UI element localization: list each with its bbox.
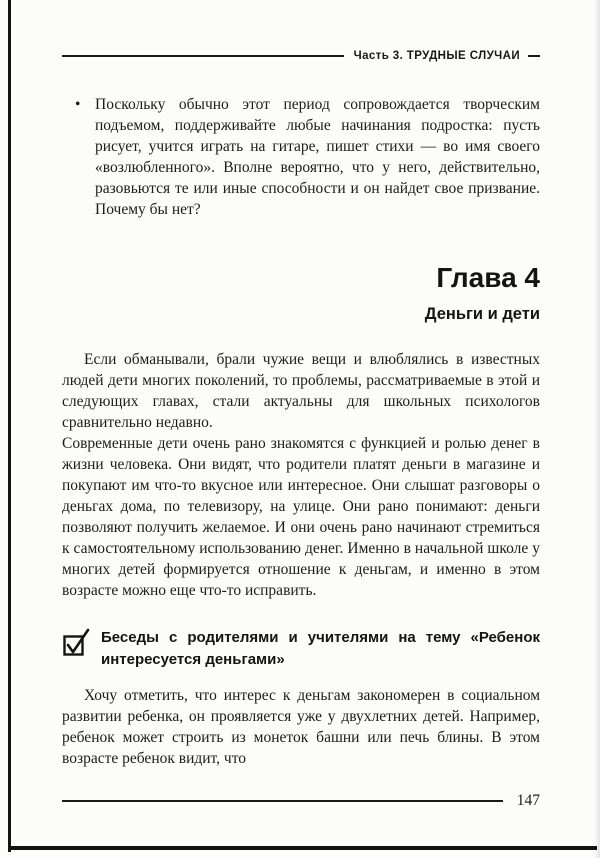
paragraph-modern-children: Современные дети очень рано знакомятся с функцией и ролью денег в жизни человека. Они видят, что родители платят деньги в магазине и покупают им что-то вкусное или интересное. Они слышат разговоры о деньгах дома, по телевизору, на улице. Они рано понимают: деньги позволяют получить желаемое. И они очень рано начинают стремиться к самостоятельному использованию денег. Именно в начальной школе у многих детей формируется отношение к деньгам, и именно в этом возрасте можно еще что-то исправить. [62, 434, 540, 599]
bullet-text: Поскольку обычно этот период сопровождается творческим подъемом, поддерживайте любые начинания подростка: пусть рисует, учится играть на гитаре, пишет стихи — во имя своего «возлюбленного». Вполне вероятно, что у него, действительно, разовьются те или иные способности и он найдет свое призвание. Почему бы нет? [95, 96, 540, 218]
bullet-marker: • [75, 96, 81, 113]
chapter-number: Глава 4 [436, 262, 540, 293]
section-heading [62, 627, 540, 671]
chapter-title: Деньги и дети [424, 305, 540, 323]
header-rule-left [62, 55, 344, 57]
scan-bottom-edge [9, 846, 597, 850]
footer-rule [62, 800, 503, 802]
page-footer [62, 792, 540, 810]
scan-spine-edge [8, 0, 11, 852]
scan-right-shade [594, 0, 600, 858]
section-title: Беседы с родителями и учителями на тему «Ребенок интересуется деньгами» [101, 628, 540, 668]
running-header-text: Часть 3. ТРУДНЫЕ СЛУЧАИ [353, 50, 520, 62]
bullet-paragraph [62, 94, 540, 220]
paragraph-intro: Если обманывали, брали чужие вещи и влюблялись в известных людей дети многих поколений, то проблемы, рассматриваемые в этой и следующих главах, стали актуальны для школьных психологов сравнительно недавно. [62, 350, 540, 431]
page-number: 147 [516, 792, 540, 809]
running-header [62, 50, 540, 62]
paragraph-after-section: Хочу отметить, что интерес к деньгам закономерен в социальном развитии ребенка, он проявляется уже у двухлетних детей. Например, ребенок может строить из монеток башни или печь блины. В этом возрасте ребенок видит, что [62, 686, 540, 767]
header-rule-right [528, 55, 540, 57]
page-content [62, 0, 540, 769]
checkbox-check-icon [62, 628, 90, 658]
